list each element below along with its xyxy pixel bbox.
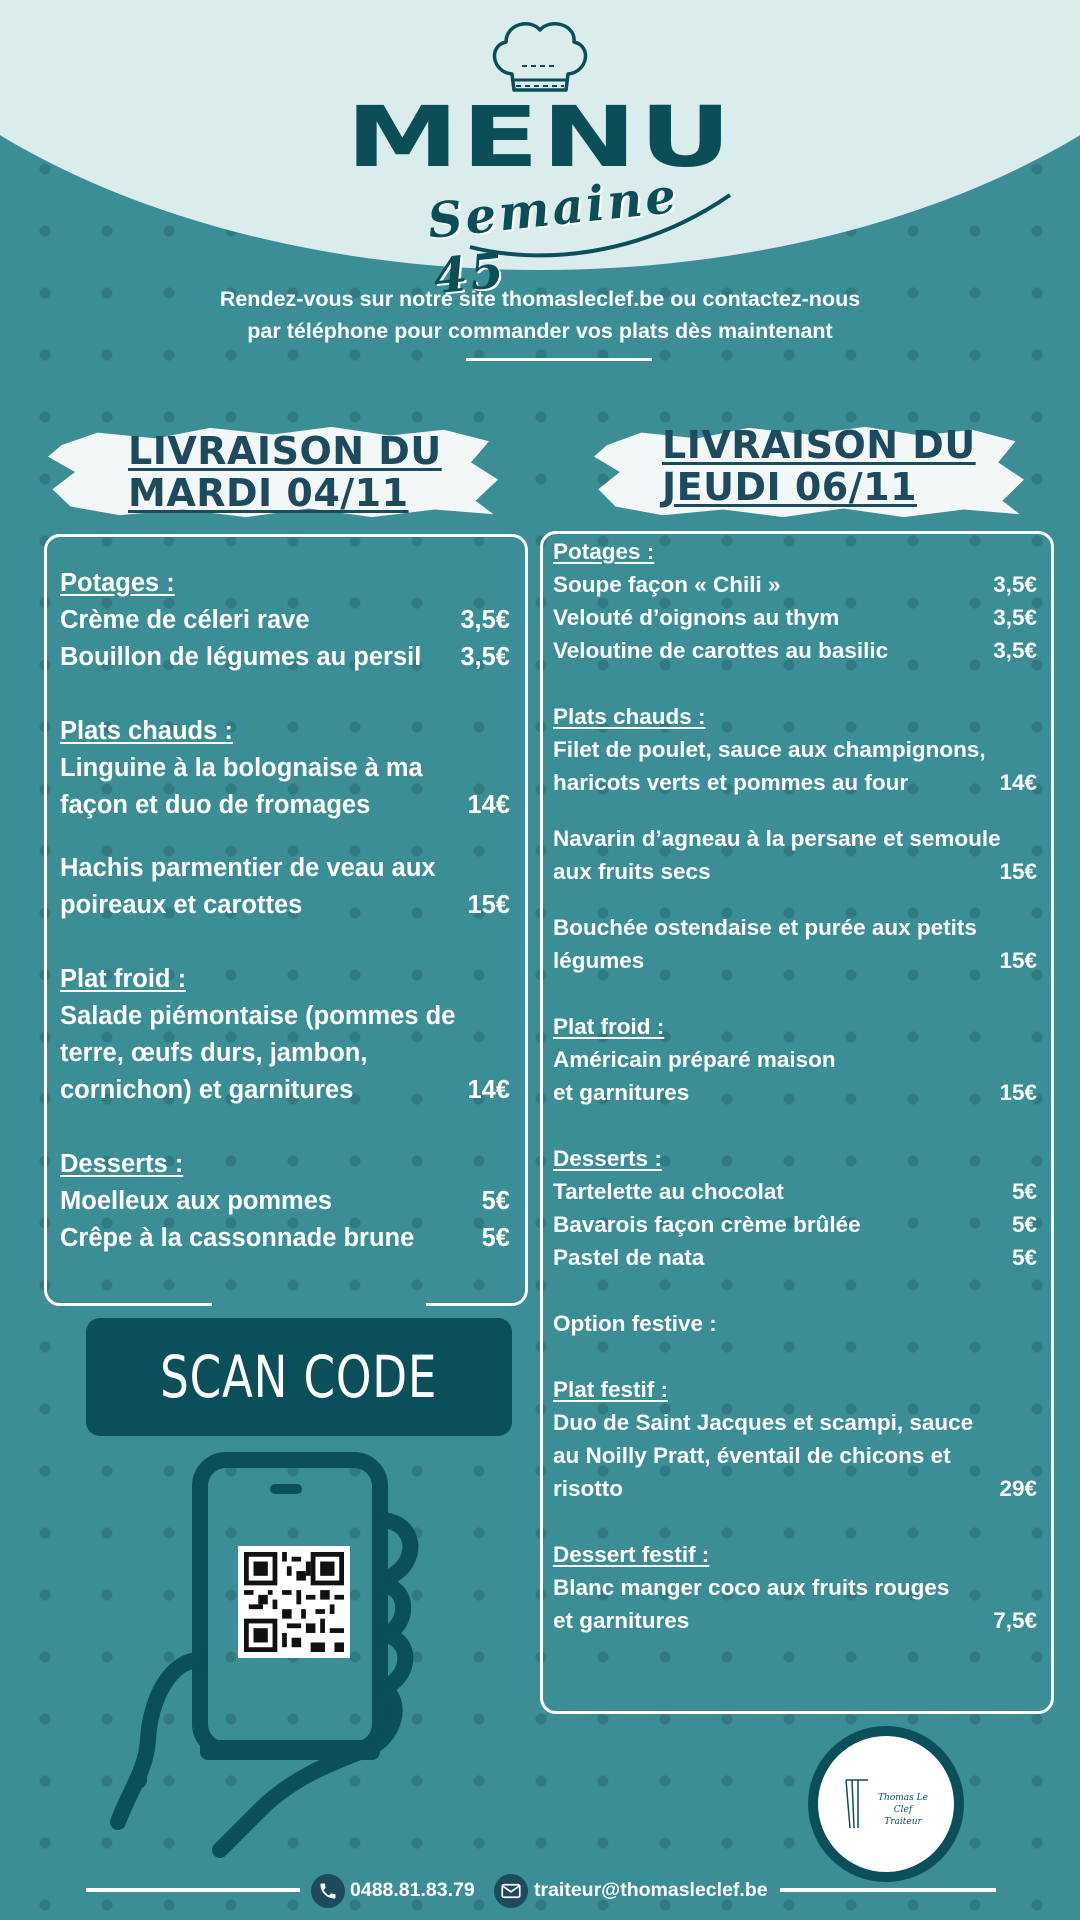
item-price: 15€ — [467, 891, 510, 919]
option-festive-label: Option festive : — [553, 1311, 717, 1336]
item-name: Bavarois façon crème brûlée — [553, 1212, 861, 1237]
chef-hat-icon — [486, 16, 594, 96]
title-line: LIVRAISON DU — [662, 423, 976, 467]
item-price: 5€ — [481, 1224, 510, 1252]
menu-item — [553, 855, 1037, 888]
item-name: Filet de poulet, sauce aux champignons, — [553, 737, 986, 762]
category-label: Desserts : — [553, 1146, 662, 1171]
item-name: Veloutine de carottes au basilic — [553, 638, 889, 663]
menu-item — [553, 1208, 1037, 1241]
item-name: Crème de céleri rave — [60, 606, 310, 634]
item-name: Linguine à la bolognaise à ma — [60, 754, 423, 782]
item-price: 29€ — [999, 1476, 1037, 1501]
item-price: 5€ — [481, 1187, 510, 1215]
logo-name: Thomas Le Clef — [878, 1793, 928, 1815]
item-price: 15€ — [999, 859, 1037, 884]
item-name: façon et duo de fromages — [60, 791, 371, 819]
item-name: risotto — [553, 1476, 623, 1501]
item-price: 3,5€ — [460, 643, 510, 671]
menu-item — [60, 1220, 510, 1257]
item-name: Tartelette au chocolat — [553, 1179, 784, 1204]
item-name: Bouillon de légumes au persil — [60, 643, 422, 671]
category-label: Plats chauds : — [553, 704, 706, 729]
menu-item — [553, 1604, 1037, 1637]
category-label: Plats chauds : — [60, 717, 233, 745]
logo-badge — [808, 1726, 964, 1882]
menu-item — [553, 1076, 1037, 1109]
category-label: Potages : — [60, 569, 175, 597]
menu-list-tuesday — [60, 565, 510, 1257]
item-price: 3,5€ — [993, 572, 1037, 597]
logo-icon — [844, 1778, 870, 1830]
item-price: 7,5€ — [993, 1608, 1037, 1633]
logo-subtitle: Traiteur — [884, 1817, 922, 1827]
menu-list-thursday — [553, 535, 1037, 1637]
item-name: Bouchée ostendaise et purée aux petits — [553, 915, 977, 940]
item-name: Américain préparé maison — [553, 1047, 836, 1072]
item-name: cornichon) et garnitures — [60, 1076, 354, 1104]
item-name: Velouté d’oignons au thym — [553, 605, 840, 630]
title-line: MARDI 04/11 — [128, 471, 409, 515]
menu-item — [60, 639, 510, 676]
category-label: Plat festif : — [553, 1377, 669, 1402]
intro-line: Rendez-vous sur notre site thomasleclef.be ou contactez-nous — [219, 287, 861, 311]
item-name: Duo de Saint Jacques et scampi, sauce — [553, 1410, 974, 1435]
footer — [0, 1872, 1080, 1912]
title-line: LIVRAISON DU — [128, 429, 442, 473]
item-price: 3,5€ — [993, 605, 1037, 630]
intro-text — [0, 283, 1080, 347]
item-price: 15€ — [999, 948, 1037, 973]
item-price: 5€ — [1011, 1179, 1037, 1204]
item-name: au Noilly Pratt, éventail de chicons et — [553, 1443, 951, 1468]
menu-item — [60, 887, 510, 924]
item-price: 5€ — [1011, 1245, 1037, 1270]
item-price: 15€ — [999, 1080, 1037, 1105]
menu-item — [60, 1072, 510, 1109]
item-name: Moelleux aux pommes — [60, 1187, 333, 1215]
qr-code[interactable] — [238, 1546, 350, 1658]
item-name: Hachis parmentier de veau aux — [60, 854, 436, 882]
item-name: Soupe façon « Chili » — [553, 572, 781, 597]
page-title: MENU — [345, 88, 735, 186]
menu-item — [553, 634, 1037, 667]
item-name: Blanc manger coco aux fruits rouges — [553, 1575, 950, 1600]
intro-line: par téléphone pour commander vos plats dès maintenant — [247, 319, 833, 343]
logo-text — [868, 1792, 938, 1828]
category-label: Potages : — [553, 539, 655, 564]
item-price: 14€ — [999, 770, 1037, 795]
item-name: Pastel de nata — [553, 1245, 705, 1270]
item-name: Crêpe à la cassonnade brune — [60, 1224, 415, 1252]
footer-phone[interactable]: 0488.81.83.79 — [350, 1879, 475, 1901]
title-line: JEUDI 06/11 — [662, 465, 918, 509]
item-name: légumes — [553, 948, 645, 973]
phone-icon — [311, 1874, 345, 1908]
footer-divider — [780, 1888, 996, 1892]
delivery-title-tuesday — [128, 430, 442, 514]
item-price: 3,5€ — [993, 638, 1037, 663]
category-label: Desserts : — [60, 1150, 184, 1178]
menu-item — [60, 602, 510, 639]
item-name: poireaux et carottes — [60, 891, 303, 919]
menu-item — [553, 1175, 1037, 1208]
footer-email[interactable]: traiteur@thomasleclef.be — [534, 1879, 768, 1901]
item-price: 14€ — [467, 791, 510, 819]
intro-divider — [466, 358, 652, 361]
scan-code-button[interactable] — [86, 1318, 512, 1436]
item-name: terre, œufs durs, jambon, — [60, 1039, 368, 1067]
subtitle-swoosh — [450, 185, 740, 265]
category-label: Plat froid : — [60, 965, 187, 993]
scan-code-label: SCAN CODE — [160, 1343, 438, 1411]
category-label: Dessert festif : — [553, 1542, 710, 1567]
logo-inner — [818, 1736, 954, 1872]
delivery-title-thursday — [662, 424, 976, 508]
item-name: et garnitures — [553, 1080, 690, 1105]
footer-divider — [86, 1888, 300, 1892]
item-price: 3,5€ — [460, 606, 510, 634]
menu-item — [553, 601, 1037, 634]
menu-item — [553, 1472, 1037, 1505]
category-label: Plat froid : — [553, 1014, 665, 1039]
box-gap — [212, 1300, 426, 1310]
item-price: 14€ — [467, 1076, 510, 1104]
item-name: Salade piémontaise (pommes de — [60, 1002, 456, 1030]
menu-item — [60, 787, 510, 824]
menu-item — [553, 1241, 1037, 1274]
item-price: 5€ — [1011, 1212, 1037, 1237]
menu-item — [553, 766, 1037, 799]
menu-item — [60, 1183, 510, 1220]
item-name: Navarin d’agneau à la persane et semoule — [553, 826, 1001, 851]
item-name: aux fruits secs — [553, 859, 711, 884]
email-icon — [494, 1874, 528, 1908]
item-name: haricots verts et pommes au four — [553, 770, 909, 795]
item-name: et garnitures — [553, 1608, 690, 1633]
menu-item — [553, 568, 1037, 601]
menu-item — [553, 944, 1037, 977]
week-subtitle: Semaine 45 — [425, 167, 682, 306]
